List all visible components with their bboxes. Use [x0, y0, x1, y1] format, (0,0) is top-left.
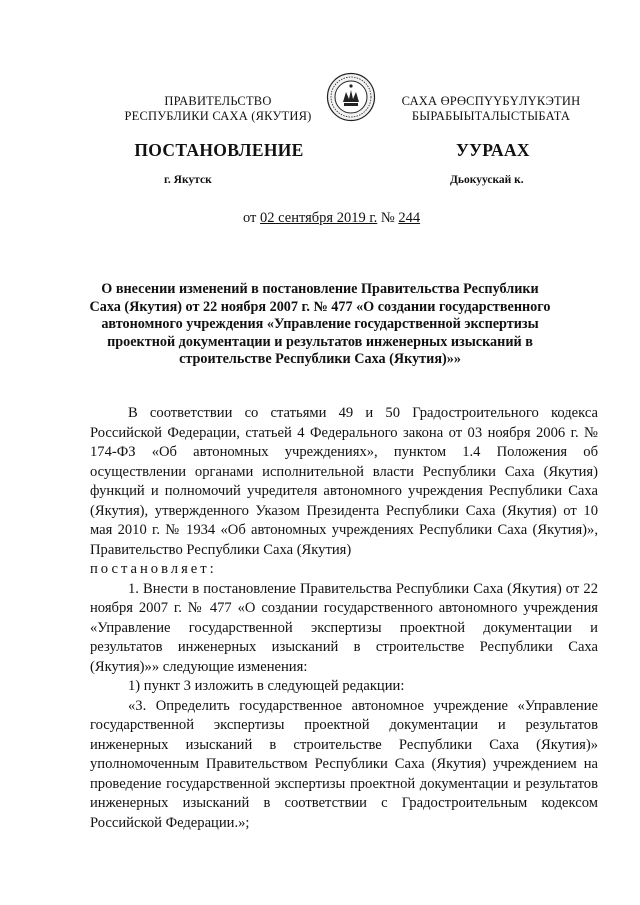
document-title: О внесении изменений в постановление Правительства Республики Саха (Якутия) от 22 ноября 2007 г. № 477 «О создании государственного автономного учреждения «Управление государственной экспертизы проектной документации и результатов инженерных изысканий в строительстве Республики Саха (Якутия)»» [89, 281, 551, 367]
coat-of-arms-emblem-icon [326, 72, 376, 122]
issuer-sakha-line2: БЫРАБЫЫТАЛЫСТЫБАТА [411, 109, 571, 123]
decree-word: постановляет: [90, 561, 217, 577]
date-number-line [243, 210, 420, 227]
number-sign: № [380, 210, 395, 226]
issuer-ru [120, 94, 316, 124]
preamble-paragraph: В соответствии со статьями 49 и 50 Градостроительного кодекса Российской Федерации, статьей 4 Федерального закона от 03 ноября 2006 г. № 174-ФЗ «Об автономных учреждениях», пунктом 1.4 Положения об осуществлении органами исполнительной власти Республики Саха (Якутия) функций и полномочий учредителя автономного учреждения Республики Саха (Якутия), утвержденного Указом Президента Республики Саха (Якутия) от 10 мая 2010 г. № 1934 «Об автономных учреждениях Республики Саха (Якутия)», Правительство Республики Саха (Якутия) [90, 405, 598, 558]
doc-type-sakha: УУРААХ [456, 140, 530, 160]
city-ru: г. Якутск [164, 174, 212, 186]
issuer-sakha [386, 94, 596, 124]
document-body [90, 404, 598, 833]
date-value: 02 сентября 2019 г. [260, 210, 378, 226]
clause-3-paragraph: «3. Определить государственное автономное учреждение «Управление государственной экспертизы проектной документации и результатов инженерных изысканий в строительстве Республики Саха (Якутия)» уполномоченным Правительством Республики Саха (Якутия) учреждением на проведение государственной экспертизы проектной документации и результатов инженерных изысканий в соответствии с Градостроительным кодексом Российской Федерации.»; [90, 697, 598, 831]
number-value: 244 [398, 210, 421, 226]
issuer-ru-line1: ПРАВИТЕЛЬСТВО [164, 94, 272, 108]
clause-1-paragraph: 1. Внести в постановление Правительства Республики Саха (Якутия) от 22 ноября 2007 г. № 477 «О создании государственного автономного учреждения «Управление государственной экспертизы проектной документации и результатов инженерных изысканий в строительстве Республики Саха (Якутия)»» следующие изменения: [90, 580, 598, 675]
issuer-sakha-line1: САХА ӨРӨСПҮҮБҮЛҮКЭТИН [401, 94, 581, 108]
doc-type-ru: ПОСТАНОВЛЕНИЕ [134, 140, 304, 160]
issuer-ru-line2: РЕСПУБЛИКИ САХА (ЯКУТИЯ) [124, 109, 312, 123]
date-prefix: от [243, 210, 257, 226]
sub-item-1: 1) пункт 3 изложить в следующей редакции: [128, 678, 405, 694]
city-sakha: Дьокуускай к. [450, 174, 524, 186]
